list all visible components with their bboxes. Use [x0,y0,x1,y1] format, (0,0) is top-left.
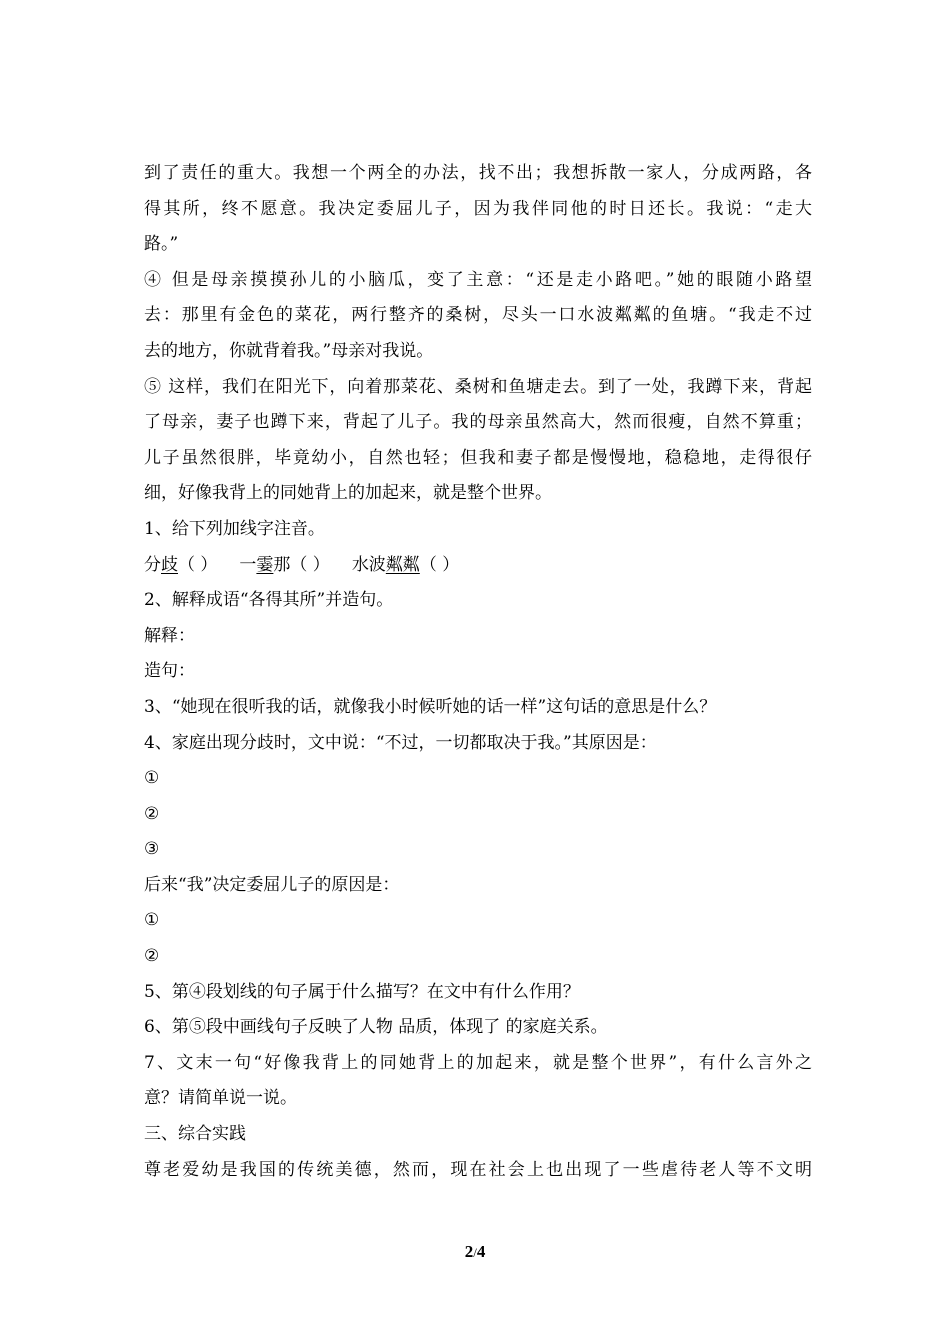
underlined-char-3: 粼粼 [385,554,420,575]
paragraph-3-line-2: 得其所，终不愿意。我决定委屈儿子，因为我伴同他的时日还长。我说：“走大 [144,198,812,219]
total-pages: 4 [476,1242,486,1261]
answer-blank-2: （ ） [290,554,330,575]
page-number [0,1242,950,1262]
document-body [144,156,812,1188]
question-2-sentence-label: 造句： [144,661,195,682]
question-4-followup: 后来“我”决定委屈儿子的原因是： [144,874,400,895]
question-4-reason-a-3: ③ [144,839,160,860]
page-separator: / [473,1245,477,1260]
question-5-prompt: 5、第④段划线的句子属于什么描写？在文中有什么作用？ [144,981,580,1002]
paragraph-4-line-2: 去：那里有金色的菜花，两行整齐的桑树，尽头一口水波粼粼的鱼塘。“我走不过 [144,305,812,326]
paragraph-4-line-3: 去的地方，你就背着我。”母亲对我说。 [144,340,434,361]
section-3-heading: 三、综合实践 [144,1124,246,1145]
answer-blank-3: （ ） [419,554,460,575]
paragraph-4-line-1: ④ 但是母亲摸摸孙儿的小脑瓜，变了主意：“还是走小路吧。”她的眼随小路望 [144,269,812,290]
underlined-char-1: 歧 [161,554,178,575]
question-2-prompt: 2、解释成语“各得其所”并造句。 [144,590,394,611]
current-page: 2 [464,1242,474,1261]
question-7-line-2: 意？请简单说一说。 [144,1088,297,1109]
underlined-char-2: 霎 [256,554,274,575]
question-1-prompt: 1、给下列加线字注音。 [144,518,325,539]
answer-blank-1: （ ） [178,554,218,575]
paragraph-5-line-4: 细，好像我背上的同她背上的加起来，就是整个世界。 [144,483,552,504]
paragraph-5-line-2: 了母亲，妻子也蹲下来，背起了儿子。我的母亲虽然高大，然而很瘦，自然不算重； [144,412,812,433]
paragraph-5-line-1: ⑤ 这样，我们在阳光下，向着那菜花、桑树和鱼塘走去。到了一处，我蹲下来，背起 [144,376,812,397]
pinyin-item-1: 分歧（ ） [144,554,218,575]
pinyin-item-2: 一霎那（ ） [239,554,330,575]
question-4-reason-a-1: ① [144,768,160,789]
section-3-line-1: 尊老爱幼是我国的传统美德，然而，现在社会上也出现了一些虐待老人等不文明 [144,1159,812,1180]
question-4-reason-b-1: ① [144,910,160,931]
paragraph-5-line-3: 儿子虽然很胖，毕竟幼小，自然也轻；但我和妻子都是慢慢地，稳稳地，走得很仔 [144,447,812,468]
paragraph-3-line-3: 路。” [144,234,179,255]
question-1-items [144,548,812,584]
question-7-line-1: 7、文末一句“好像我背上的同她背上的加起来，就是整个世界”，有什么言外之 [144,1052,812,1073]
question-3-prompt: 3、“她现在很听我的话，就像我小时候听她的话一样”这句话的意思是什么？ [144,696,717,717]
question-4-reason-b-2: ② [144,946,160,967]
question-2-explain-label: 解释： [144,625,195,646]
question-6-prompt: 6、第⑤段中画线句子反映了人物 品质，体现了 的家庭关系。 [144,1017,608,1038]
question-4-prompt: 4、家庭出现分歧时，文中说：“不过，一切都取决于我。”其原因是： [144,732,657,753]
paragraph-3-line-1: 到了责任的重大。我想一个两全的办法，找不出；我想拆散一家人，分成两路，各 [144,163,812,183]
question-4-reason-a-2: ② [144,803,160,824]
pinyin-item-3: 水波粼粼（ ） [351,554,460,575]
